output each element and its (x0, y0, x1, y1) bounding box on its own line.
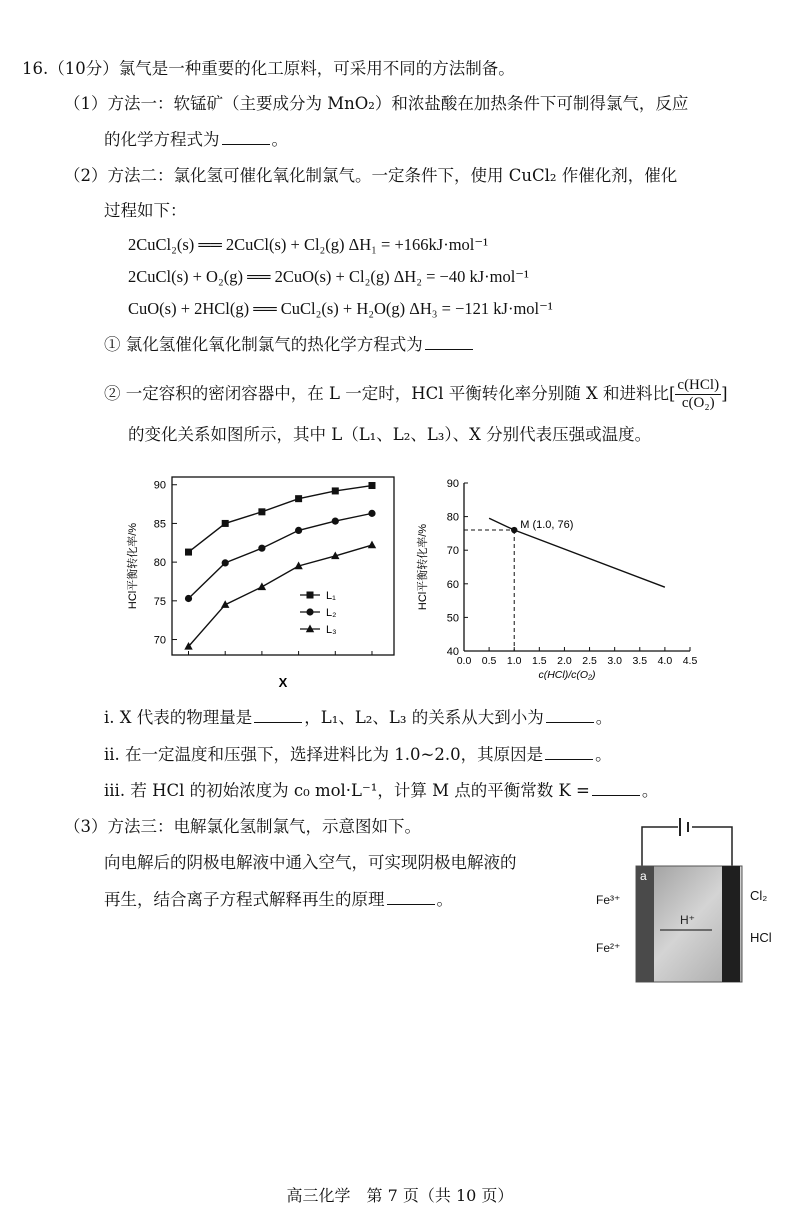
y-tick-label: 70 (153, 634, 166, 647)
part1-line2 (104, 128, 288, 151)
y-tick-label: 60 (446, 578, 459, 591)
x-axis-label: c(HCl)/c(O₂) (538, 669, 596, 681)
data-point (185, 595, 192, 602)
question-header: 16.（10分）氯气是一种重要的化工原料，可采用不同的方法制备。 (22, 59, 515, 78)
qi-text-a: i. X 代表的物理量是 (104, 708, 253, 727)
qiii-text-b: 。 (641, 781, 659, 800)
x-tick-label: 1.0 (506, 655, 522, 667)
right-electrode (722, 866, 740, 982)
y-tick-label: 85 (153, 518, 166, 531)
x-tick-label: 2.5 (582, 655, 597, 667)
answer-blank-1[interactable] (222, 128, 270, 145)
data-point (368, 482, 375, 489)
y-tick-label: 90 (153, 479, 166, 492)
data-point (295, 527, 302, 534)
question-i (104, 706, 612, 729)
part1-line1: （1）方法一：软锰矿（主要成分为 MnO₂）和浓盐酸在加热条件下可制得氯气，反应 (64, 94, 689, 113)
y-tick-label: 80 (446, 511, 459, 524)
x-tick-label: 4.0 (657, 655, 673, 667)
part2-line2: 过程如下： (104, 201, 187, 220)
answer-blank-2[interactable] (425, 333, 473, 350)
fraction-denominator: c(O₂) (681, 395, 715, 411)
chart-conversion-vs-x (120, 465, 420, 695)
y-tick-label: 70 (446, 545, 459, 558)
page-footer: 高三化学 第 7 页（共 10 页） (286, 1186, 514, 1205)
y-tick-label: 40 (446, 646, 459, 658)
circuit-wire (642, 827, 678, 866)
equation-3: CuO(s) + 2HCl(g) ══ CuCl₂(s) + H₂O(g) ΔH₃ = −121 kJ·mol⁻¹ (128, 299, 553, 318)
answer-blank-7[interactable] (387, 888, 435, 905)
equation-1: 2CuCl₂(s) ══ 2CuCl(s) + Cl₂(g) ΔH₁ = +166kJ·mol⁻¹ (128, 235, 489, 254)
part3-line2: 向电解后的阴极电解液中通入空气，可实现阴极电解液的 (104, 853, 517, 872)
x-tick-label: 1.5 (532, 655, 547, 667)
qii-text-b: 。 (595, 745, 612, 764)
label-a: a (640, 869, 647, 883)
label-cl2: Cl₂ (750, 888, 768, 903)
y-tick-label: 80 (153, 557, 166, 570)
part1-text: 的化学方程式为 (104, 130, 220, 149)
point-m (511, 527, 517, 533)
bracket-close: ] (721, 384, 728, 403)
sub1-text: ① 氯化氢催化氧化制氯气的热化学方程式为 (104, 335, 423, 354)
electrolysis-diagram (590, 818, 790, 988)
data-point (258, 545, 265, 552)
data-point (368, 541, 376, 549)
x-tick-label: 0.0 (456, 655, 472, 667)
data-point (295, 495, 302, 502)
x-tick-label: 4.5 (682, 655, 698, 667)
x-tick-label: 2.0 (557, 655, 572, 667)
feed-ratio-fraction (675, 377, 721, 412)
chart-conversion-vs-ratio (410, 465, 710, 695)
answer-blank-3[interactable] (254, 706, 302, 723)
period-1: 。 (271, 130, 288, 149)
data-point (258, 508, 265, 515)
part3-line1: （3）方法三：电解氯化氢制氯气，示意图如下。 (64, 817, 421, 836)
y-axis-label: HCl平衡转化率/% (127, 522, 139, 610)
legend-marker (307, 592, 314, 599)
label-h-plus: H⁺ (680, 913, 695, 927)
label-fe2: Fe²⁺ (596, 941, 621, 955)
part3-line3 (104, 888, 453, 911)
annotation-m: M (1.0, 76) (520, 519, 574, 532)
qii-text-a: ii. 在一定温度和压强下，选择进料比为 1.0~2.0，其原因是 (104, 745, 544, 764)
x-tick-label: 3.5 (632, 655, 648, 667)
part3-text: 再生，结合离子方程式解释再生的原理 (104, 890, 385, 909)
left-electrode (636, 866, 654, 982)
x-tick-label: 0.5 (481, 655, 497, 667)
sub2-text: ② 一定容积的密闭容器中，在 L 一定时，HCl 平衡转化率分别随 X 和进料比[ (104, 384, 676, 403)
data-point (368, 510, 375, 517)
sub1-line (104, 333, 475, 356)
question-iii (104, 779, 658, 802)
qiii-text-a: iii. 若 HCl 的初始浓度为 c₀ mol·L⁻¹，计算 M 点的平衡常数 K = (104, 781, 590, 800)
legend-label: L₃ (326, 624, 337, 636)
data-point (222, 559, 229, 566)
series-line-3 (189, 545, 372, 646)
data-point (258, 582, 266, 590)
legend-marker (306, 608, 313, 615)
legend-marker (306, 625, 314, 633)
label-hcl: HCl (750, 930, 772, 945)
data-point (332, 487, 339, 494)
legend-label: L₂ (326, 607, 337, 619)
part3-period: 。 (436, 890, 453, 909)
data-point (185, 549, 192, 556)
fraction-numerator: c(HCl) (677, 377, 720, 393)
part2-line1: （2）方法二：氯化氢可催化氧化制氯气。一定条件下，使用 CuCl₂ 作催化剂，催化 (64, 166, 678, 185)
x-axis-label: X (278, 675, 288, 690)
qi-text-b: ，L₁、L₂、L₃ 的关系从大到小为 (304, 708, 544, 727)
answer-blank-4[interactable] (546, 706, 594, 723)
y-tick-label: 50 (446, 612, 459, 625)
legend-label: L₁ (326, 590, 336, 602)
sub2-line1 (104, 377, 728, 412)
y-tick-label: 90 (446, 478, 459, 490)
circuit-wire-right (692, 827, 732, 866)
answer-blank-6[interactable] (592, 779, 640, 796)
y-tick-label: 75 (153, 595, 166, 608)
answer-blank-5[interactable] (545, 743, 593, 760)
qi-text-c: 。 (595, 708, 613, 727)
data-point (222, 520, 229, 527)
sub2-line2: 的变化关系如图所示，其中 L（L₁、L₂、L₃）、X 分别代表压强或温度。 (128, 425, 652, 444)
equation-2: 2CuCl(s) + O₂(g) ══ 2CuO(s) + Cl₂(g) ΔH₂ = −40 kJ·mol⁻¹ (128, 267, 529, 286)
x-tick-label: 3.0 (607, 655, 622, 667)
label-fe3: Fe³⁺ (596, 893, 621, 907)
y-axis-label: HCl平衡转化率/% (417, 523, 429, 611)
question-ii (104, 743, 612, 766)
series-line-2 (189, 513, 372, 598)
data-point (332, 518, 339, 525)
